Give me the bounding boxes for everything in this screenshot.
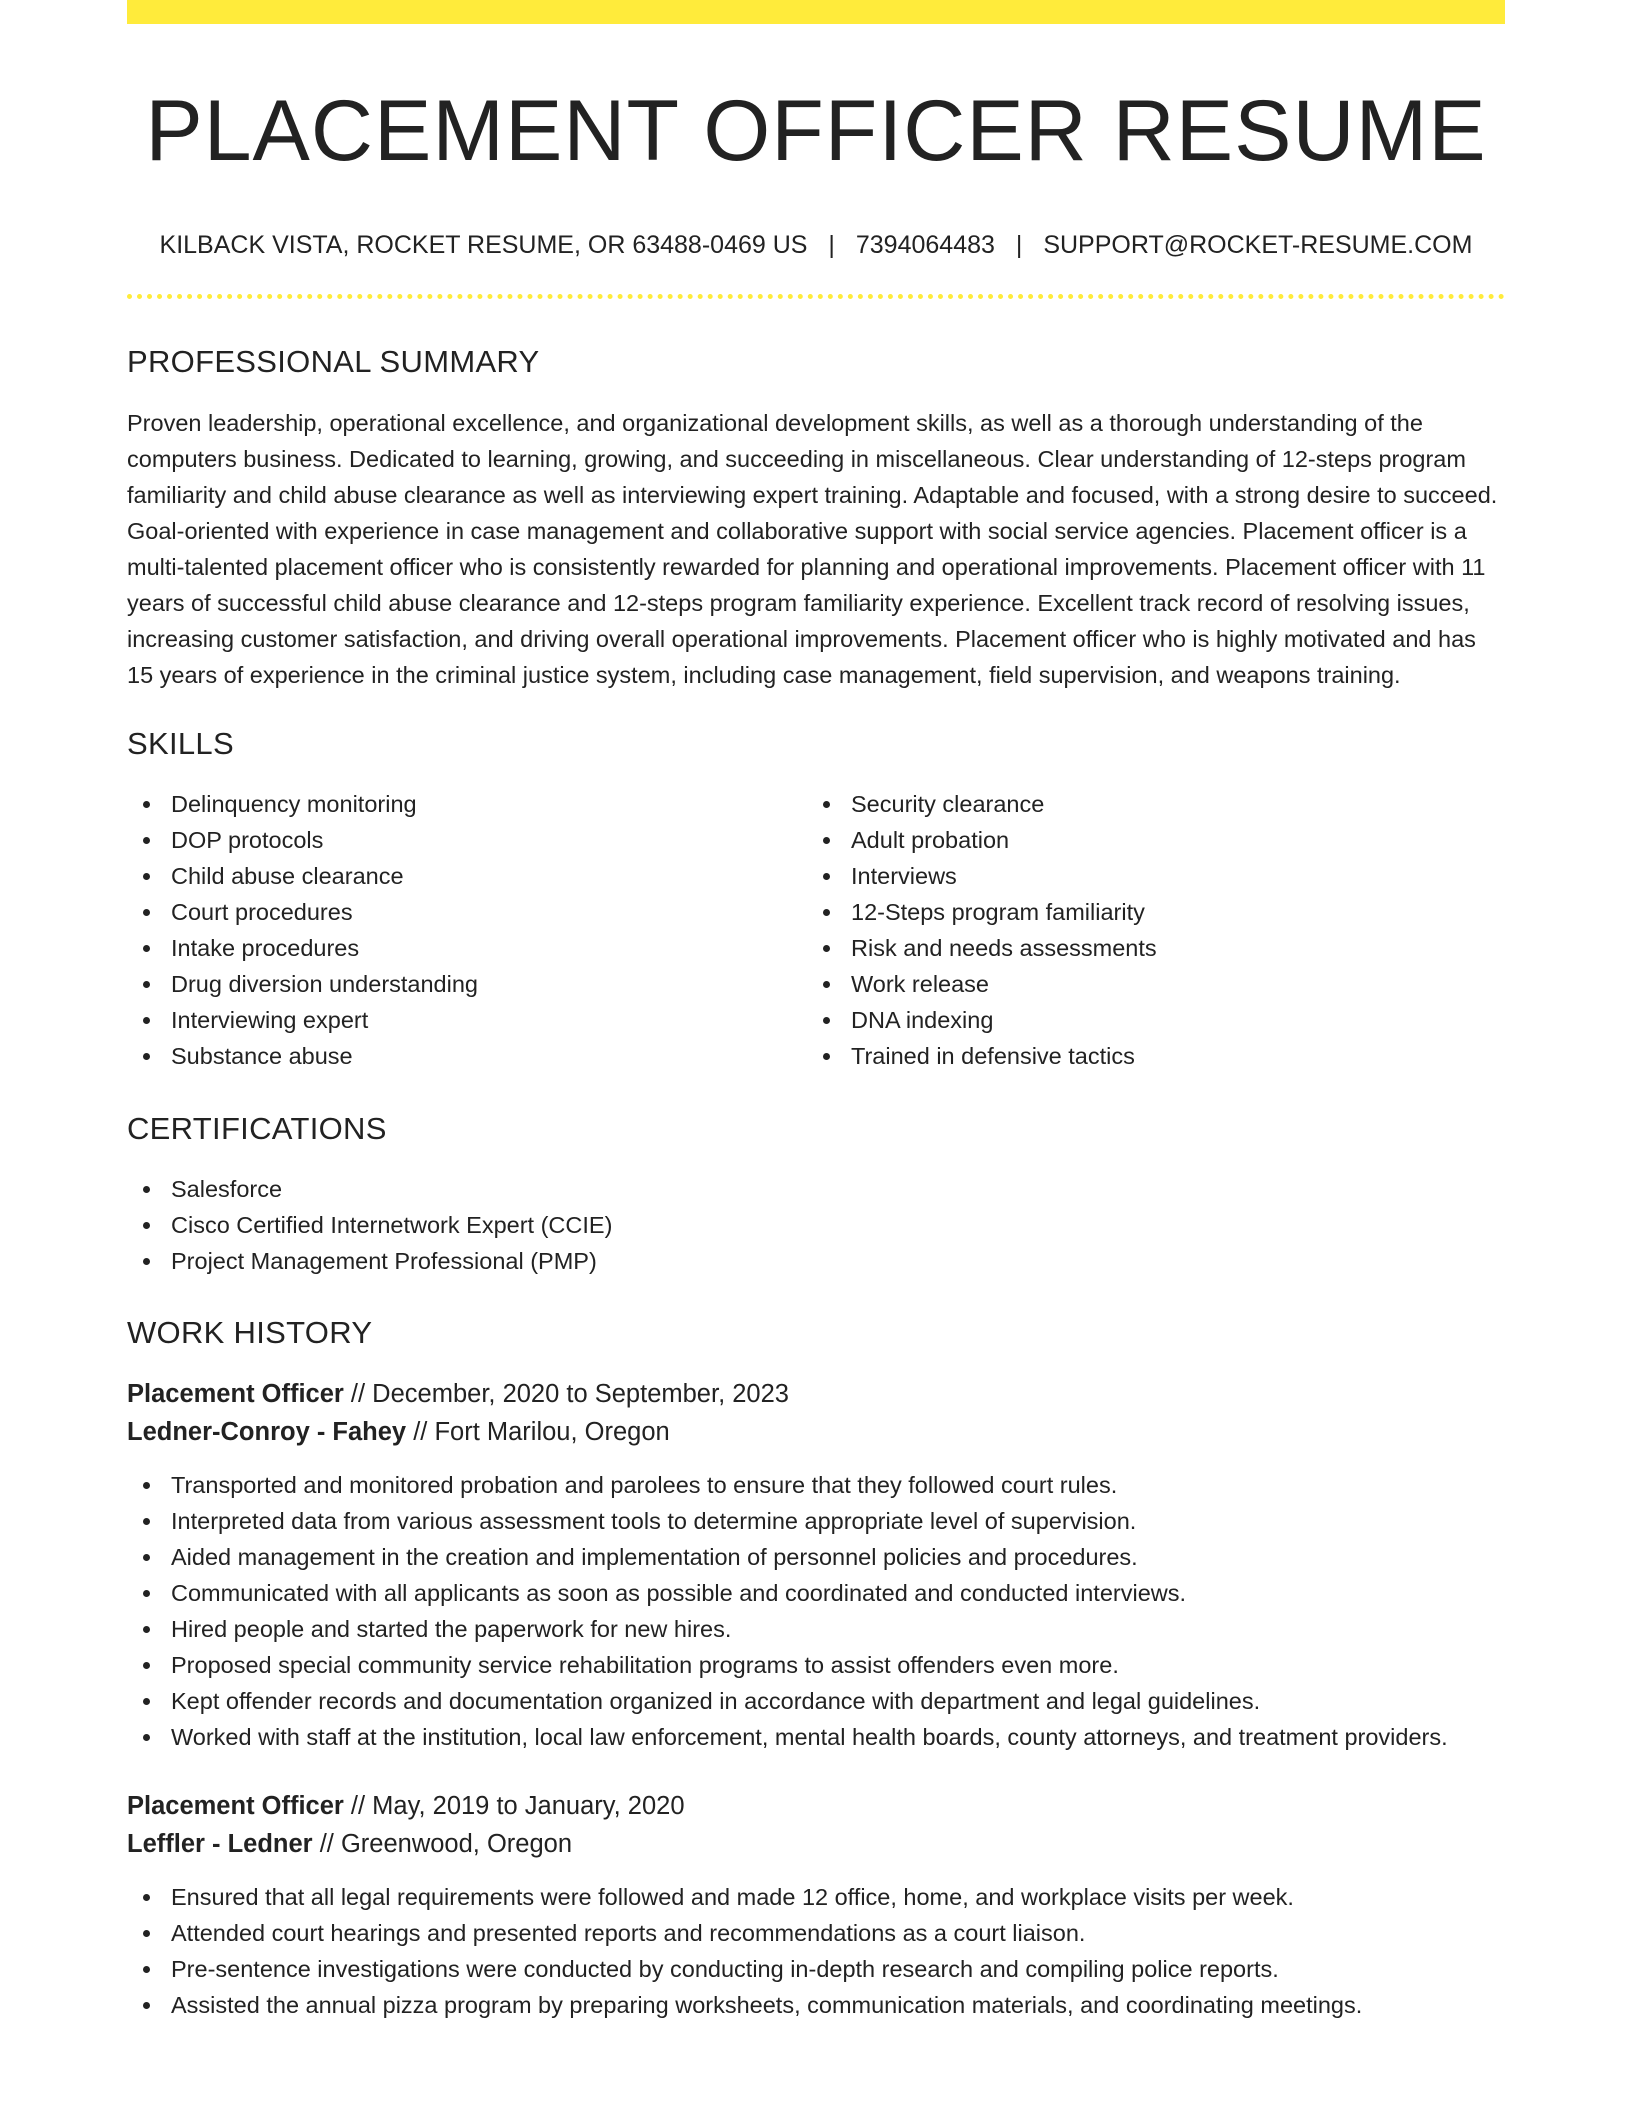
skill-item: Delinquency monitoring (127, 786, 807, 822)
job-role: Placement Officer (127, 1792, 344, 1821)
job-location: // Greenwood, Oregon (312, 1830, 573, 1859)
job-duty-item: Worked with staff at the institution, local law enforcement, mental health boards, county attorneys, and treatment providers. (127, 1719, 1505, 1755)
skill-item: Court procedures (127, 894, 807, 930)
skills-column-right (807, 786, 1487, 1074)
skill-item: DNA indexing (807, 1002, 1487, 1038)
job-company-line (127, 1413, 1505, 1451)
skills-column-left (127, 786, 807, 1074)
resume-page (127, 0, 1505, 2112)
skill-item: Trained in defensive tactics (807, 1038, 1487, 1074)
job-dates: // May, 2019 to January, 2020 (343, 1792, 685, 1821)
skill-item: 12-Steps program familiarity (807, 894, 1487, 930)
job-entry (127, 1375, 1505, 1755)
job-duty-item: Pre-sentence investigations were conducted by conducting in-depth research and compiling police reports. (127, 1951, 1505, 1987)
job-duty-item: Attended court hearings and presented reports and recommendations as a court liaison. (127, 1915, 1505, 1951)
skill-item: Interviews (807, 858, 1487, 894)
contact-email: SUPPORT@ROCKET-RESUME.COM (1043, 230, 1473, 259)
skill-item: Substance abuse (127, 1038, 807, 1074)
job-role-line (127, 1375, 1505, 1413)
section-title-work-history: WORK HISTORY (127, 1314, 373, 1350)
contact-separator: | (1015, 230, 1023, 259)
job-company: Leffler - Ledner (127, 1830, 313, 1859)
job-duties-list (127, 1879, 1505, 2023)
job-duty-item: Interpreted data from various assessment tools to determine appropriate level of supervision. (127, 1503, 1505, 1539)
contact-separator: | (828, 230, 835, 259)
job-duty-item: Ensured that all legal requirements were followed and made 12 office, home, and workplace visits per week. (127, 1879, 1505, 1915)
job-company: Ledner-Conroy - Fahey (127, 1418, 407, 1447)
certifications-list (127, 1171, 1505, 1279)
skill-item: Work release (807, 966, 1487, 1002)
contact-phone: 7394064483 (855, 230, 995, 259)
job-location: // Fort Marilou, Oregon (406, 1418, 670, 1447)
skill-item: DOP protocols (127, 822, 807, 858)
job-role-line (127, 1787, 1505, 1825)
accent-top-bar (127, 0, 1505, 24)
certification-item: Project Management Professional (PMP) (127, 1243, 1505, 1279)
skills-list-right (807, 786, 1487, 1074)
job-entry (127, 1787, 1505, 2023)
certification-item: Salesforce (127, 1171, 1505, 1207)
job-duty-item: Assisted the annual pizza program by preparing worksheets, communication materials, and coordinating meetings. (127, 1987, 1505, 2023)
resume-title: PLACEMENT OFFICER RESUME (145, 83, 1487, 179)
job-company-line (127, 1825, 1505, 1863)
skill-item: Security clearance (807, 786, 1487, 822)
section-title-skills: SKILLS (127, 725, 234, 761)
skill-item: Drug diversion understanding (127, 966, 807, 1002)
skills-columns (127, 786, 1505, 1074)
job-duties-list (127, 1467, 1505, 1755)
job-role: Placement Officer (127, 1380, 344, 1409)
job-duty-item: Hired people and started the paperwork for new hires. (127, 1611, 1505, 1647)
job-duty-item: Aided management in the creation and implementation of personnel policies and procedures. (127, 1539, 1505, 1575)
section-title-summary: PROFESSIONAL SUMMARY (127, 344, 540, 380)
section-title-certifications: CERTIFICATIONS (127, 1110, 387, 1146)
skill-item: Adult probation (807, 822, 1487, 858)
skills-list-left (127, 786, 807, 1074)
job-duty-item: Communicated with all applicants as soon as possible and coordinated and conducted interviews. (127, 1575, 1505, 1611)
dotted-divider (127, 294, 1505, 299)
certification-item: Cisco Certified Internetwork Expert (CCIE) (127, 1207, 1505, 1243)
contact-line (127, 229, 1505, 262)
skill-item: Interviewing expert (127, 1002, 807, 1038)
contact-address: KILBACK VISTA, ROCKET RESUME, OR 63488-0469 US (159, 230, 808, 259)
skill-item: Intake procedures (127, 930, 807, 966)
job-duty-item: Transported and monitored probation and parolees to ensure that they followed court rules. (127, 1467, 1505, 1503)
skill-item: Child abuse clearance (127, 858, 807, 894)
skill-item: Risk and needs assessments (807, 930, 1487, 966)
job-duty-item: Proposed special community service rehabilitation programs to assist offenders even more. (127, 1647, 1505, 1683)
job-duty-item: Kept offender records and documentation organized in accordance with department and legal guidelines. (127, 1683, 1505, 1719)
job-dates: // December, 2020 to September, 2023 (343, 1380, 789, 1409)
summary-text: Proven leadership, operational excellence, and organizational development skills, as well as a thorough understanding of the computers business. Dedicated to learning, growing, and succeeding in miscellaneous. Clear understanding of 12-steps program familiarity and child abuse clearance as well as interviewing expert training. Adaptable and focused, with a strong desire to succeed. Goal-oriented with experience in case management and collaborative support with social service agencies. Placement officer is a multi-talented placement officer who is consistently rewarded for planning and operational improvements. Placement officer with 11 years of successful child abuse clearance and 12-steps program familiarity experience. Excellent track record of resolving issues, increasing customer satisfaction, and driving overall operational improvements. Placement officer who is highly motivated and has 15 years of experience in the criminal justice system, including case management, field supervision, and weapons training. (127, 409, 1498, 688)
